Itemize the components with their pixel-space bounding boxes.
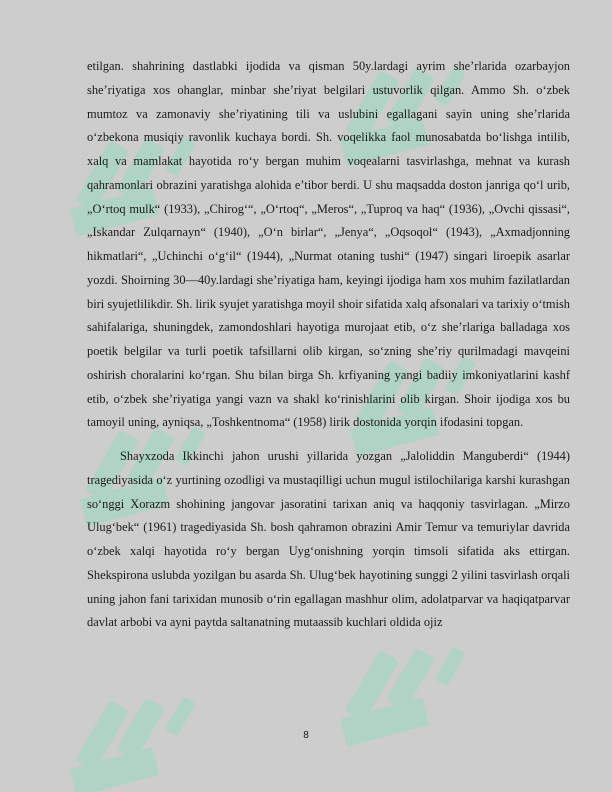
body-text [87, 55, 570, 635]
paragraph-2: Shayxzoda Ikkinchi jahon urushi yillarida yozgan „Jaloliddin Manguberdi“ (1944) tragediyasida o‘z yurtining ozodligi va mustaqilligi uchun mugul istilochilariga karshi kurashgan so‘nggi Xorazm shohining jangovar jasoratini tarixan aniq va haqqoniy tasvirlagan. „Mirzo Ulug‘bek“ (1961) tragediyasida Sh. bosh qahramon obrazini Amir Temur va temuriylar davrida o‘zbek xalqi hayotida ro‘y bergan Uyg‘onishning yorqin timsoli sifatida aks ettirgan. Shekspirona uslubda yozilgan bu asarda Sh. Ulug‘bek hayotining sunggi 2 yilini tasvirlash orqali uning jahon fani tarixidan munosib o‘rin egallagan mashhur olim, adolatparvar va haqiqatparvar davlat arbobi va ayni paytda saltanatning mutaassib kuchlari oldida ojiz [87, 449, 570, 630]
page-number: 8 [303, 730, 309, 741]
paragraph-1: etilgan. shahrining dastlabki ijodida va qisman 50y.lardagi ayrim she’rlarida ozarbayjon she’riyatiga xos ohanglar, minbar she’riyat belgilari ustuvorlik qilgan. Ammo Sh. o‘zbek mumtoz va zamonaviy she’riyatining tili va uslubini egallagani sayin uning she’rlarida o‘zbekona musiqiy ravonlik kuchaya bordi. Sh. voqelikka faol munosabatda bo‘lishga intilib, xalq va mamlakat hayotida ro‘y bergan muhim voqealarni tasvirlashga, mehnat va kurash qahramonlari obrazini yaratishga alohida e’tibor berdi. U shu maqsadda doston janriga qo‘l urib, „O‘rtoq mulk“ (1933), „Chirog‘“, „O‘rtoq“, „Meros“, „Tuproq va haq“ (1936), „Ovchi qissasi“, „Iskandar Zulqarnayn“ (1940), „O‘n birlar“, „Jenya“, „Oqsoqol“ (1943), „Axmadjonning hikmatlari“, „Uchinchi o‘g‘il“ (1944), „Nurmat otaning tushi“ (1947) singari liroepik asarlar yozdi. Shoirning 30—40y.lardagi she’riyatiga ham, keyingi ijodiga ham xos muhim fazilatlardan biri syujetlilikdir. Sh. lirik syujet yaratishga moyil shoir sifatida xalq afsonalari va tarixiy o‘tmish sahifalariga, shuningdek, zamondoshlari hayotiga murojaat etib, o‘z she’rlariga balladaga xos poetik belgilar va turli poetik tafsillarni olib kirgan, so‘zning she’riy qurilmadagi mavqeini oshirish choralarini ko‘rgan. Shu bilan birga Sh. krfiyaning yangi badiiy imkoniyatlarini kashf etib, o‘zbek she’riyatiga yangi vazn va shakl ko‘rinishlarini olib kirgan. Shoir ijodiga xos bu tamoyil uning, ayniqsa, „Toshkentnoma“ (1958) lirik dostonida yorqin ifodasini topgan. [87, 59, 570, 430]
